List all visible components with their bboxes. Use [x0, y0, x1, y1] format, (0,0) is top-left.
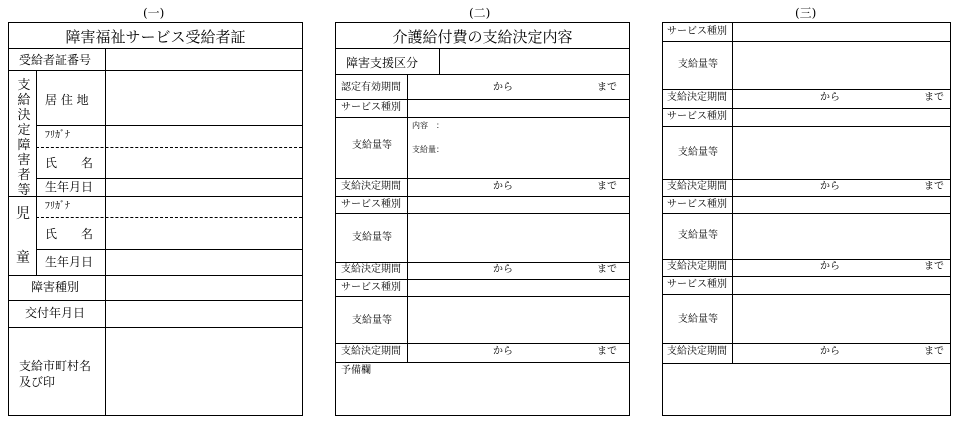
panel1-label: (一) [143, 6, 165, 20]
amount-label-1: 支給量等 [352, 140, 392, 151]
benefit-decision-title: 介護給付費の支給決定内容 [392, 28, 573, 46]
decision-period-label-3: 支給決定期間 [341, 346, 401, 357]
p3-decision-until-1: まで [924, 92, 944, 103]
recipient-side-label: 支 給 決 定 障 害 者 等 [17, 78, 31, 198]
child-furigana-label: ﾌﾘｶﾞﾅ [45, 201, 70, 212]
furigana-label: ﾌﾘｶﾞﾅ [45, 130, 70, 141]
issue-date-label: 交付年月日 [25, 306, 86, 320]
disability-type-label: 障害種別 [31, 280, 80, 294]
p3-decision-from-1: から [820, 92, 840, 103]
decision-until-2: まで [597, 264, 617, 275]
decision-from-1: から [493, 181, 513, 192]
child-side-bottom: 童 [16, 250, 30, 266]
p3-decision-from-2: から [820, 181, 840, 192]
recipient-number-label: 受給者証番号 [19, 53, 92, 67]
p3-decision-period-label-2: 支給決定期間 [667, 181, 727, 192]
cert-from: から [493, 82, 513, 93]
p3-decision-period-label-1: 支給決定期間 [667, 92, 727, 103]
service-type-label-1: サービス種別 [341, 102, 401, 113]
cert-period-label: 認定有効期間 [341, 82, 401, 93]
remarks-label: 予備欄 [341, 365, 371, 376]
p3-amount-label-3: 支給量等 [678, 230, 718, 241]
p3-service-type-label-1: サービス種別 [667, 26, 727, 37]
decision-from-3: から [493, 346, 513, 357]
p3-service-type-label-3: サービス種別 [667, 199, 727, 210]
p3-service-type-label-4: サービス種別 [667, 279, 727, 290]
panel-recipient-certificate [8, 22, 303, 416]
municipality-label-line1: 支給市町村名 [19, 359, 92, 373]
child-birthdate-label: 生年月日 [45, 255, 94, 269]
decision-period-label-2: 支給決定期間 [341, 264, 401, 275]
decision-period-label-1: 支給決定期間 [341, 181, 401, 192]
amount-label-2: 支給量等 [352, 232, 392, 243]
p3-amount-label-1: 支給量等 [678, 59, 718, 70]
panel3-label: (三) [795, 6, 817, 20]
amount-label-3: 支給量等 [352, 315, 392, 326]
name-label: 氏 名 [45, 156, 94, 170]
support-category-label: 障害支援区分 [346, 56, 419, 70]
panel-benefit-decision [335, 22, 630, 416]
cert-until: まで [597, 82, 617, 93]
service-type-label-3: サービス種別 [341, 282, 401, 293]
quantity-label: 支給量： [412, 145, 444, 154]
municipality-label-line2: 及び印 [19, 375, 56, 389]
p3-decision-until-4: まで [924, 346, 944, 357]
panel-service-continuation [662, 22, 951, 416]
content-label: 内容 ： [412, 121, 444, 130]
p3-service-type-label-2: サービス種別 [667, 111, 727, 122]
p3-decision-period-label-4: 支給決定期間 [667, 346, 727, 357]
p3-decision-from-4: から [820, 346, 840, 357]
decision-until-3: まで [597, 346, 617, 357]
p3-decision-period-label-3: 支給決定期間 [667, 261, 727, 272]
decision-from-2: から [493, 264, 513, 275]
p3-amount-label-4: 支給量等 [678, 314, 718, 325]
child-side-top: 児 [16, 206, 30, 222]
p3-decision-from-3: から [820, 261, 840, 272]
decision-until-1: まで [597, 181, 617, 192]
service-type-label-2: サービス種別 [341, 199, 401, 210]
p3-decision-until-3: まで [924, 261, 944, 272]
certificate-title: 障害福祉サービス受給者証 [65, 28, 246, 46]
p3-decision-until-2: まで [924, 181, 944, 192]
address-label: 居 住 地 [45, 93, 89, 107]
panel2-label: (二) [469, 6, 491, 20]
child-name-label: 氏 名 [45, 227, 94, 241]
p3-amount-label-2: 支給量等 [678, 147, 718, 158]
birthdate-label: 生年月日 [45, 180, 94, 194]
